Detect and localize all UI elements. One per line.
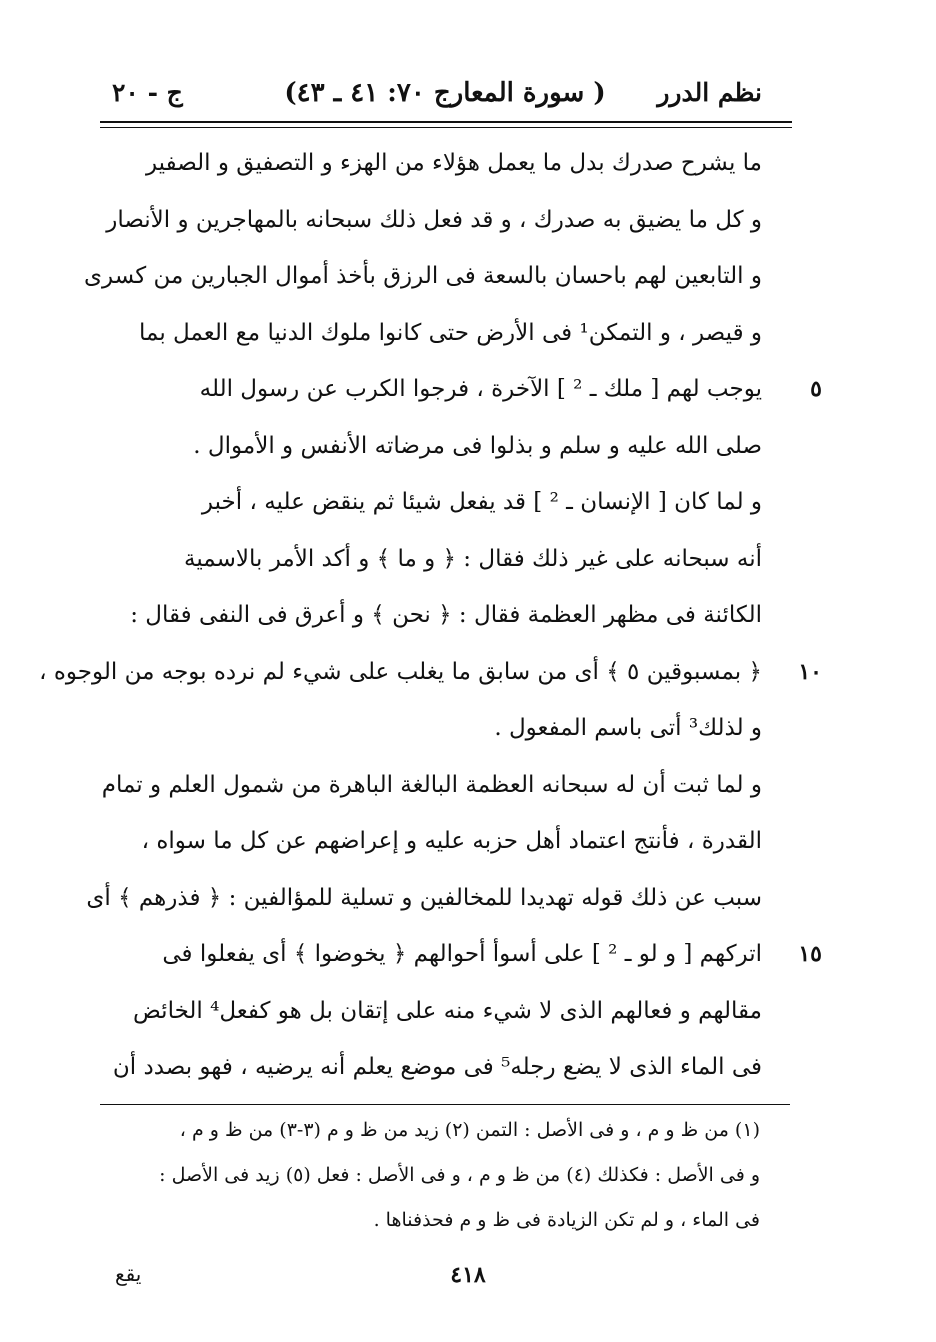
line-text: و قيصر ، و التمكن¹ فى الأرض حتى كانوا ملوك الدنيا مع العمل بما: [139, 319, 762, 346]
text-line: [100, 983, 790, 1040]
header-rule-thin: [100, 127, 792, 128]
page-number: ٤١٨: [450, 1262, 486, 1288]
line-number: ٥: [810, 376, 822, 402]
line-number: ١٥: [798, 941, 822, 967]
page-header: [100, 70, 790, 120]
line-number: ١٠: [798, 658, 822, 685]
footnote-line: (١) من ظ و م ، و فى الأصل : التمن (٢) زيد من ظ و م (٣-٣) من ظ و م ،: [179, 1119, 760, 1141]
text-line: [100, 1039, 790, 1096]
footnote-line: فى الماء ، و لم تكن الزيادة فى ظ و م فحذفناها .: [373, 1209, 760, 1231]
text-line: [100, 587, 790, 644]
book-title: نظم الدرر: [657, 78, 762, 107]
line-text: سبب عن ذلك قوله تهديدا للمخالفين و تسلية للمؤالفين : ﴿ فذرهم ﴾ أى: [86, 884, 762, 911]
footnote-line: و فى الأصل : فكذلك (٤) من ظ و م ، و فى الأصل : فعل (٥) زيد فى الأصل :: [159, 1164, 760, 1186]
line-text: و كل ما يضيق به صدرك ، و قد فعل ذلك سبحانه بالمهاجرين و الأنصار: [106, 206, 762, 233]
line-text: يوجب لهم [ ملك ـ ² ] الآخرة ، فرجوا الكرب عن رسول الله: [199, 376, 762, 402]
line-text: مقالهم و فعالهم الذى لا شيء منه على إتقان بل هو كفعل⁴ الخائض: [132, 997, 762, 1024]
line-text: أنه سبحانه على غير ذلك فقال : ﴿ و ما ﴾ و أكد الأمر بالاسمية: [184, 545, 762, 572]
line-text: فى الماء الذى لا يضع رجله⁵ فى موضع يعلم أنه يرضيه ، فهو بصدد أن: [112, 1054, 762, 1080]
text-line: [100, 361, 822, 418]
footnotes: [100, 1108, 790, 1243]
text-line: [100, 305, 790, 362]
line-text: و لما ثبت أن له سبحانه العظمة البالغة الباهرة من شمول العلم و تمام: [101, 771, 762, 798]
text-line: [100, 418, 790, 475]
line-text: و التابعين لهم باحسان بالسعة فى الرزق بأخذ أموال الجبارين من كسرى: [84, 263, 762, 289]
text-line: [100, 700, 790, 757]
line-text: الكائنة فى مظهر العظمة فقال : ﴿ نحن ﴾ و أعرق فى النفى فقال :: [130, 602, 762, 628]
line-text: ﴿ بمسبوقين ٥ ﴾ أى من سابق ما يغلب على شيء لم نرده بوجه من الوجوه ،: [39, 658, 762, 685]
header-rule-thick: [100, 121, 792, 123]
surah-reference: ( سورة المعارج ٧٠: ٤١ ـ ٤٣): [284, 78, 606, 108]
text-line: [39, 644, 822, 701]
footnote-rule: [100, 1104, 790, 1105]
text-line: [100, 192, 790, 249]
line-text: صلى الله عليه و سلم و بذلوا فى مرضاته الأنفس و الأموال .: [193, 432, 762, 459]
text-line: [100, 474, 790, 531]
line-text: ما يشرح صدرك بدل ما يعمل هؤلاء من الهزء و التصفيق و الصفير: [145, 150, 762, 176]
main-text: [39, 135, 822, 1096]
line-text: و لذلك³ أتى باسم المفعول .: [494, 715, 762, 741]
text-line: [100, 926, 822, 983]
text-line: [84, 248, 790, 305]
text-line: [100, 757, 790, 814]
text-line: [86, 870, 790, 927]
line-text: القدرة ، فأنتج اعتماد أهل حزبه عليه و إعراضهم عن كل ما سواه ،: [141, 828, 762, 854]
catchword: يقع: [115, 1262, 142, 1286]
text-line: [100, 135, 790, 192]
volume-number: ج - ٢٠: [112, 78, 183, 107]
text-line: [100, 531, 790, 588]
text-line: [100, 813, 790, 870]
line-text: و لما كان [ الإنسان ـ ² ] قد يفعل شيئا ثم ينقض عليه ، أخبر: [201, 489, 762, 515]
line-text: اتركهم [ و لو ـ ² ] على أسوأ أحوالهم ﴿ يخوضوا ﴾ أى يفعلوا فى: [162, 941, 762, 967]
